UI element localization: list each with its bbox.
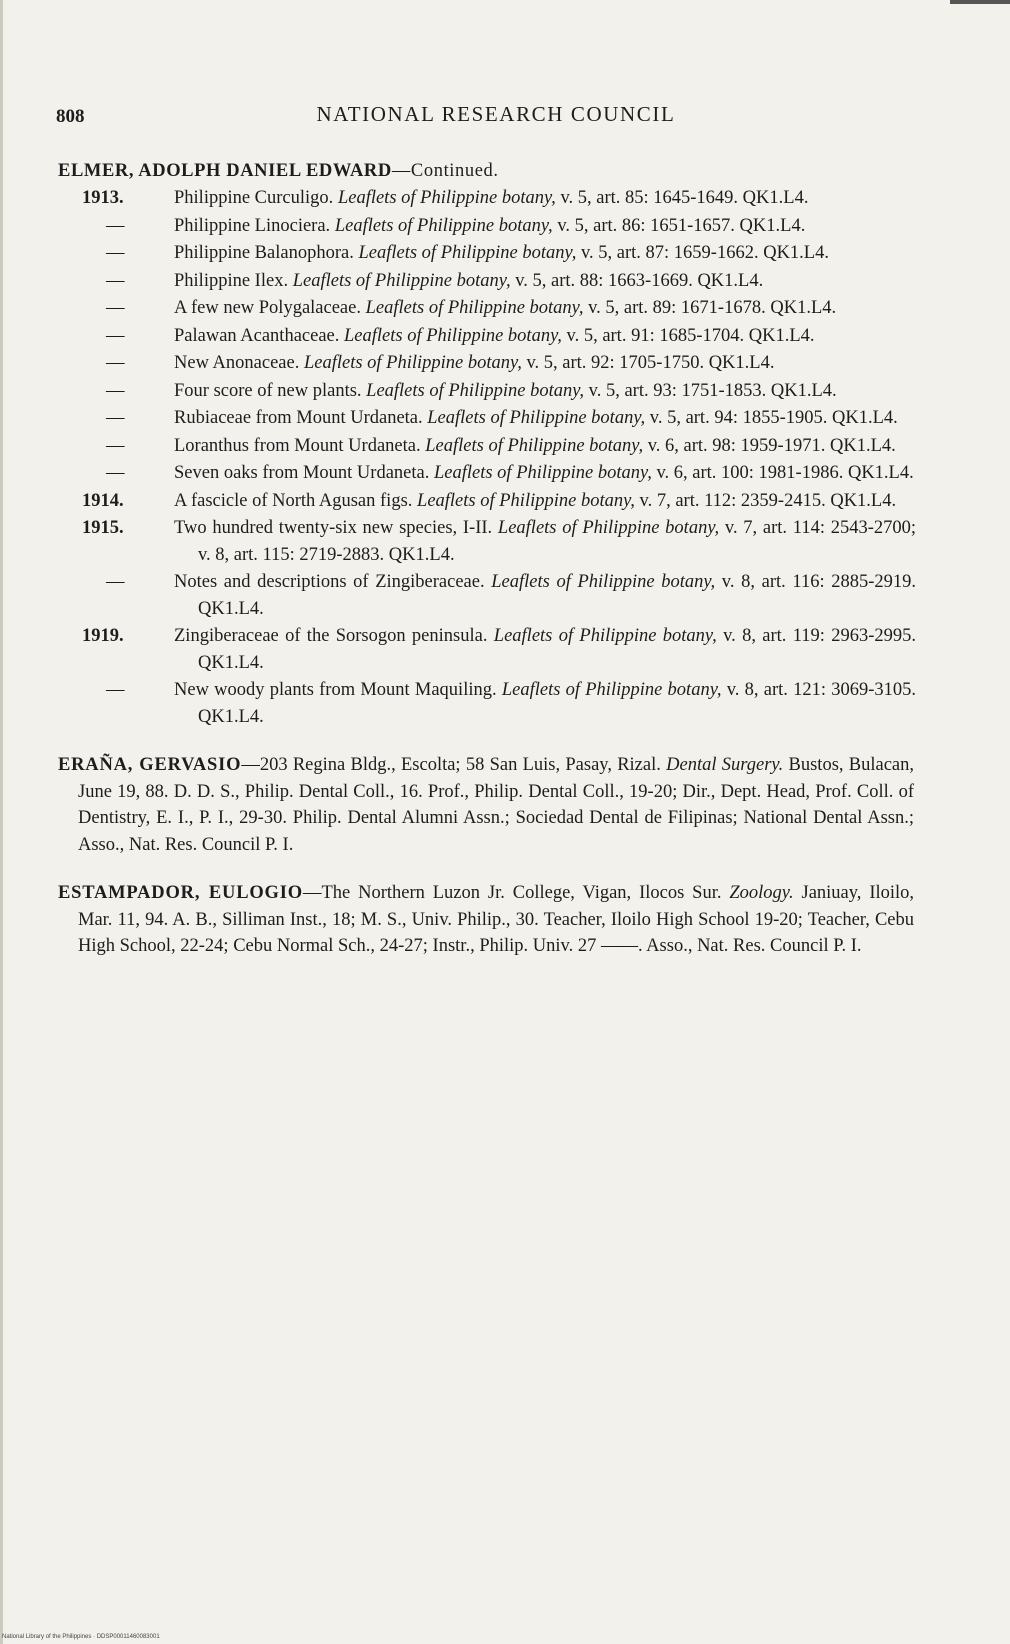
publication-text <box>174 378 928 405</box>
publication-text <box>174 433 928 460</box>
publication-title: Philippine Ilex. <box>174 270 289 291</box>
directory-body <box>58 158 928 960</box>
publication-entry <box>58 240 928 267</box>
journal-name: Leaflets of Philippine botany, <box>366 380 585 401</box>
publication-year: 1915. <box>82 518 124 538</box>
bio-address: —203 Regina Bldg., Escolta; 58 San Luis, Pasay, Rizal. <box>241 755 661 775</box>
publication-title: Philippine Curculigo. <box>174 188 334 208</box>
publication-entry <box>58 268 928 295</box>
journal-name: Leaflets of Philippine botany, <box>344 325 562 346</box>
scan-mark <box>950 0 1010 4</box>
publication-reference: v. 5, art. 93: 1751-1853. QK1.L4. <box>588 380 837 401</box>
same-year-dash: — <box>106 243 125 263</box>
publication-title: Rubiaceae from Mount Urdaneta. <box>174 408 423 428</box>
publication-title: Zingiberaceae of the Sorsogon peninsula. <box>174 626 488 646</box>
same-year-dash: — <box>106 463 125 483</box>
publication-reference: v. 5, art. 92: 1705-1750. QK1.L4. <box>526 353 775 373</box>
publication-entry <box>58 295 928 322</box>
publication-reference: v. 5, art. 86: 1651-1657. QK1.L4. <box>557 215 806 236</box>
publication-text <box>174 213 928 240</box>
running-head: NATIONAL RESEARCH COUNCIL <box>316 102 676 126</box>
publication-text <box>174 677 928 730</box>
journal-name: Leaflets of Philippine botany, <box>493 626 717 646</box>
publication-text <box>174 295 928 322</box>
publication-year: 1919. <box>82 626 124 646</box>
bio-name: ESTAMPADOR, EULOGIO <box>58 883 303 903</box>
publication-entry <box>58 185 928 212</box>
same-year-dash: — <box>106 408 125 428</box>
publication-reference: v. 6, art. 98: 1959-1971. QK1.L4. <box>647 435 896 456</box>
publication-entry <box>58 677 928 730</box>
publication-title: A fascicle of North Agusan figs. <box>174 490 413 511</box>
bio-name: ERAÑA, GERVASIO <box>58 755 242 775</box>
scan-edge <box>0 0 3 1644</box>
publication-title: Four score of new plants. <box>174 380 362 401</box>
publication-entry <box>58 515 928 568</box>
publication-reference: v. 5, art. 88: 1663-1669. QK1.L4. <box>515 270 764 291</box>
journal-name: Leaflets of Philippine botany, <box>365 298 584 318</box>
publication-text <box>174 515 928 568</box>
continued-label: —Continued. <box>391 161 499 181</box>
publication-text <box>174 350 928 377</box>
publication-reference: v. 8, art. 116: 2885-2919. QK1.L4. <box>198 572 917 619</box>
same-year-dash: — <box>106 435 125 456</box>
publication-list <box>58 185 928 730</box>
publication-reference: v. 7, art. 112: 2359-2415. QK1.L4. <box>639 490 897 511</box>
bio-text: Janiuay, Iloilo, Mar. 11, 94. A. B., Silliman Inst., 18; M. S., Univ. Philip., 30. Teacher, Iloilo High School 19-20; Teacher, Cebu High School, 22-24; Cebu Normal Sch., 24-27; Instr., Philip. Univ. 27 ——. Asso., Nat. Res. Council P. I. <box>78 883 915 956</box>
same-year-dash: — <box>106 353 125 373</box>
publication-reference: v. 5, art. 89: 1671-1678. QK1.L4. <box>588 298 837 318</box>
same-year-dash: — <box>106 298 125 318</box>
publication-text <box>174 240 928 267</box>
publication-year: 1913. <box>82 188 124 208</box>
publication-text <box>174 623 928 676</box>
journal-name: Leaflets of Philippine botany, <box>491 572 716 592</box>
same-year-dash: — <box>106 380 125 401</box>
publication-entry <box>58 569 928 622</box>
journal-name: Leaflets of Philippine botany, <box>427 408 646 428</box>
publication-entry <box>58 213 928 240</box>
same-year-dash: — <box>106 680 125 700</box>
publication-title: Two hundred twenty-six new species, I-II. <box>174 518 493 538</box>
publication-entry <box>58 433 928 460</box>
publication-text <box>174 569 928 622</box>
publication-text <box>174 268 928 295</box>
same-year-dash: — <box>106 325 125 346</box>
publication-title: Notes and descriptions of Zingiberaceae. <box>174 572 485 592</box>
publication-reference: v. 8, art. 121: 3069-3105. QK1.L4. <box>198 680 917 727</box>
author-heading <box>58 158 928 184</box>
journal-name: Leaflets of Philippine botany, <box>337 188 556 208</box>
journal-name: Leaflets of Philippine botany, <box>358 243 577 263</box>
publication-reference: v. 5, art. 87: 1659-1662. QK1.L4. <box>580 243 829 263</box>
publication-text <box>174 405 928 432</box>
publication-title: Philippine Balanophora. <box>174 243 354 263</box>
publication-title: Palawan Acanthaceae. <box>174 325 340 346</box>
biography-entry <box>58 752 928 858</box>
page-header <box>56 102 936 138</box>
publication-title: New Anonaceae. <box>174 353 300 373</box>
publication-entry <box>58 623 928 676</box>
publication-title: Loranthus from Mount Urdaneta. <box>174 435 421 456</box>
same-year-dash: — <box>106 215 125 236</box>
page-number: 808 <box>56 106 85 127</box>
publication-entry <box>58 460 928 487</box>
publication-title: Seven oaks from Mount Urdaneta. <box>174 463 430 483</box>
bio-field: Zoology. <box>729 883 794 903</box>
publication-title: Philippine Linociera. <box>174 215 331 236</box>
journal-name: Leaflets of Philippine botany, <box>425 435 644 456</box>
publication-reference: v. 7, art. 114: 2543-2700; v. 8, art. 115: 2719-2883. QK1.L4. <box>198 518 917 565</box>
publication-reference: v. 5, art. 94: 1855-1905. QK1.L4. <box>649 408 898 428</box>
journal-name: Leaflets of Philippine botany, <box>417 490 635 511</box>
bio-text: Bustos, Bulacan, June 19, 88. D. D. S., Philip. Dental Coll., 16. Prof., Philip. Dental Coll., 19-20; Dir., Dept. Head, Prof. Coll. of Dentistry, E. I., P. I., 29-30. Philip. Dental Alumni Assn.; Sociedad Dental de Filipinas; National Dental Assn.; Asso., Nat. Res. Council P. I. <box>78 755 915 855</box>
scan-footer: National Library of the Philippines · DDSP00011460083001 <box>2 1634 160 1640</box>
bio-address: —The Northern Luzon Jr. College, Vigan, Ilocos Sur. <box>302 883 722 903</box>
publication-entry <box>58 323 928 350</box>
journal-name: Leaflets of Philippine botany, <box>501 680 722 700</box>
publication-title: A few new Polygalaceae. <box>174 298 361 318</box>
journal-name: Leaflets of Philippine botany, <box>497 518 720 538</box>
publication-entry <box>58 350 928 377</box>
publication-text <box>174 488 928 515</box>
publication-entry <box>58 405 928 432</box>
journal-name: Leaflets of Philippine botany, <box>292 270 511 291</box>
author-name: ELMER, ADOLPH DANIEL EDWARD <box>58 161 392 181</box>
journal-name: Leaflets of Philippine botany, <box>334 215 553 236</box>
publication-text <box>174 323 928 350</box>
publication-entry <box>58 378 928 405</box>
publication-reference: v. 8, art. 119: 2963-2995. QK1.L4. <box>198 626 917 673</box>
publication-year: 1914. <box>82 490 124 511</box>
publication-reference: v. 5, art. 91: 1685-1704. QK1.L4. <box>566 325 815 346</box>
same-year-dash: — <box>106 572 125 592</box>
publication-text <box>174 185 928 212</box>
publication-reference: v. 5, art. 85: 1645-1649. QK1.L4. <box>560 188 809 208</box>
bio-field: Dental Surgery. <box>666 755 784 775</box>
journal-name: Leaflets of Philippine botany, <box>303 353 522 373</box>
publication-title: New woody plants from Mount Maquiling. <box>174 680 497 700</box>
publication-text <box>174 460 928 487</box>
publication-entry <box>58 488 928 515</box>
journal-name: Leaflets of Philippine botany, <box>433 463 652 483</box>
publication-reference: v. 6, art. 100: 1981-1986. QK1.L4. <box>656 463 914 483</box>
same-year-dash: — <box>106 270 125 291</box>
biography-entry <box>58 880 928 960</box>
